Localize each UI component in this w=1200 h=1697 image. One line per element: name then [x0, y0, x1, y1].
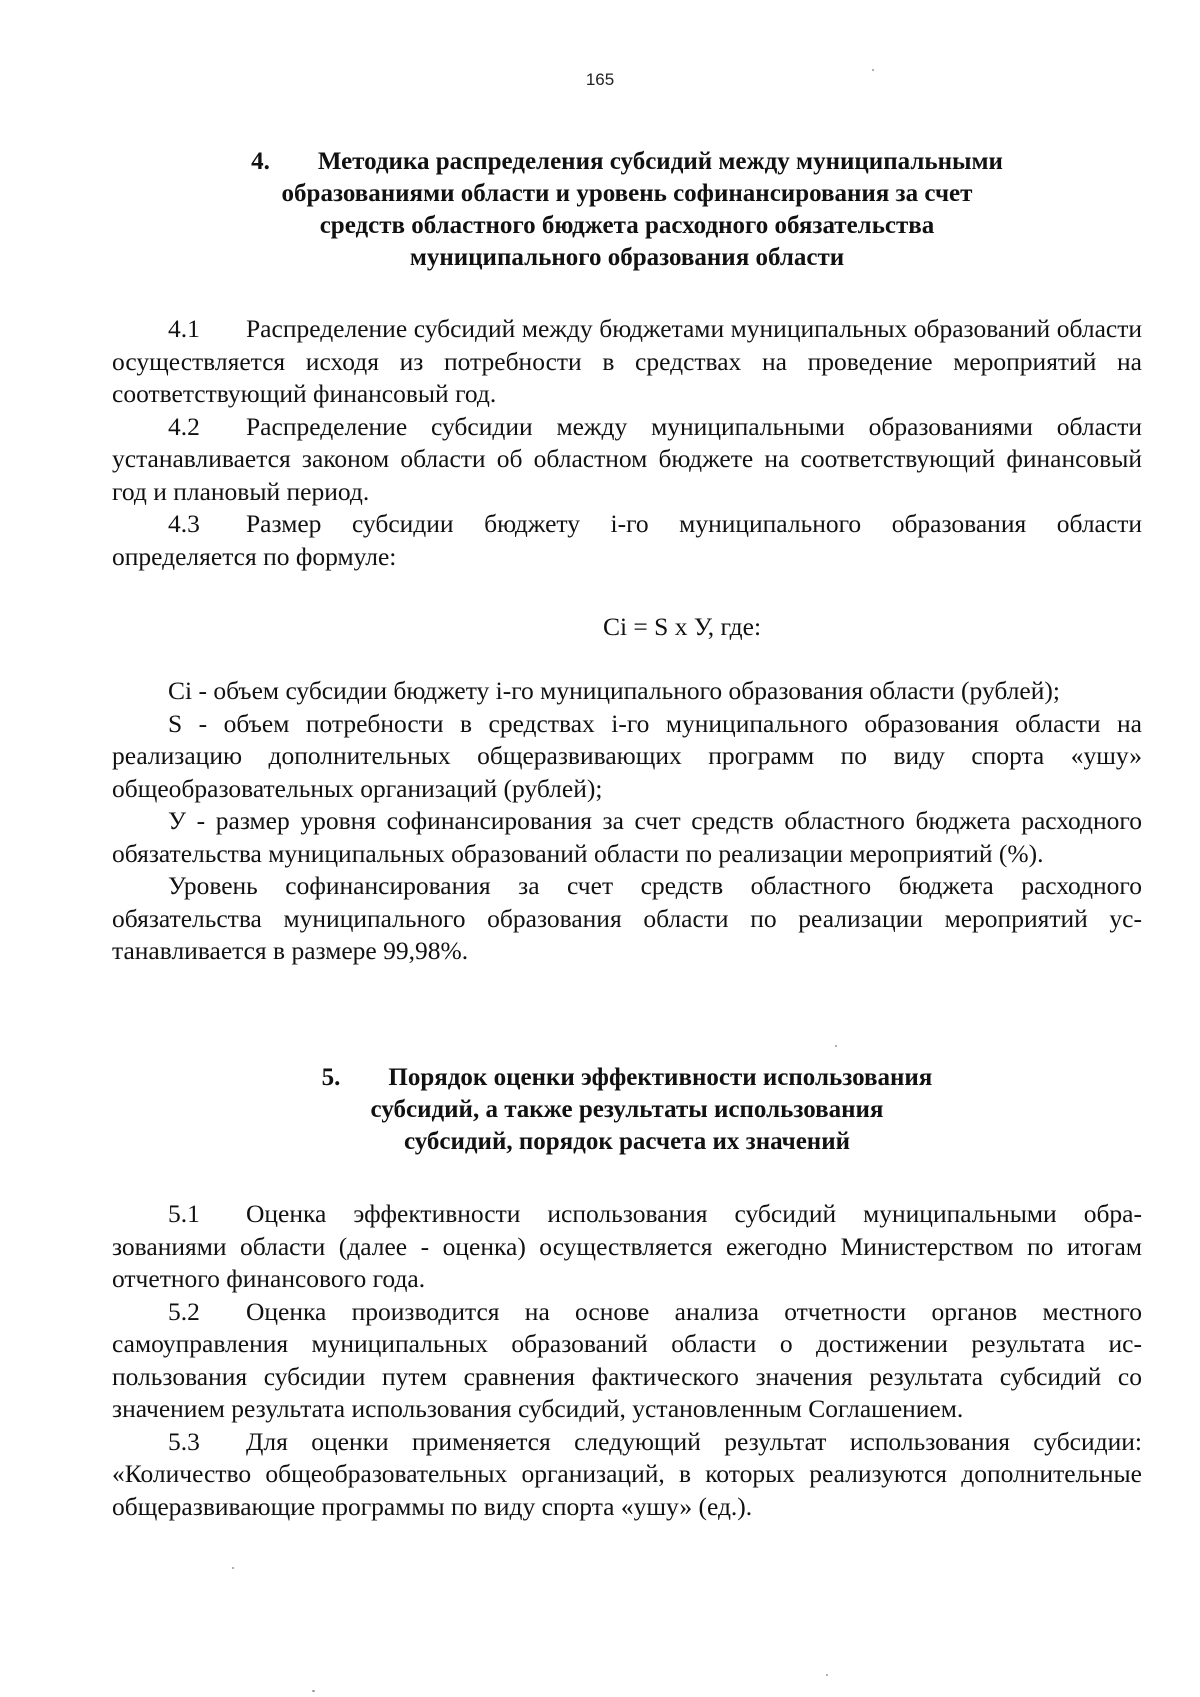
scan-speck [232, 1567, 234, 1569]
paragraph-text: Размер субсидии бюджету i-го муниципального образования области определяется по формуле: [112, 509, 1142, 571]
section-4-title [112, 146, 1142, 274]
paragraph-4-2 [112, 411, 1142, 509]
paragraph-text: Оценка производится на основе анализа отчетности органов местного самоуправления муниципальных образований области о достижении результата использования субсидии путем сравнения фактического значения результата субсидий со значением результата использования субсидий, установленным Соглашением. [112, 1296, 1142, 1423]
paragraph-number: 4.1 [168, 314, 200, 343]
section-5-title [112, 1062, 1142, 1158]
formula-block [112, 611, 1142, 643]
section-4-heading [112, 146, 1142, 274]
paragraph-4-3 [112, 508, 1142, 573]
section-5-title-line-2: субсидий, а также результаты использования [370, 1096, 884, 1123]
paragraph-number: 5.2 [168, 1296, 200, 1326]
section-5-heading [112, 1062, 1142, 1158]
section-5-number: 5. [321, 1064, 341, 1091]
paragraph-number: 4.2 [168, 411, 200, 441]
section-4-number: 4. [251, 148, 270, 175]
paragraph-5-1 [112, 1198, 1142, 1296]
paragraph-number: 4.3 [168, 509, 200, 538]
definition-s: S - объем потребности в средствах i-го муниципального образования области на реализацию дополнительных общеразвивающих программ по виду спорта «ушу» общеобразовательных организаций (рублей); [112, 708, 1142, 803]
section-5-title-line-1: 5. Порядок оценки эффективности использования [112, 1062, 1142, 1094]
paragraph-5-3 [112, 1426, 1142, 1524]
definition-u: У - размер уровня софинансирования за счет средств областного бюджета расходного обязательства муниципальных образований области по реализации мероприятий (%). [112, 806, 1142, 868]
scan-speck [872, 69, 874, 71]
scan-speck [312, 1690, 315, 1692]
definition-ci: Ci - объем субсидии бюджету i-го муниципального образования области (рублей); [168, 676, 1060, 705]
section-4-body [112, 313, 1142, 573]
paragraph-text: Распределение субсидий между бюджетами муниципальных образований области осуществляется исходя из потребности в средствах на проведение мероприятий на соответствующий финансовый год. [112, 314, 1142, 408]
paragraph-number: 5.1 [168, 1199, 200, 1228]
paragraph-number: 5.3 [168, 1426, 200, 1456]
section-4-title-line-3: средств областного бюджета расходного обязательства [319, 212, 935, 239]
paragraph-text: Распределение субсидии между муниципальными образованиями области устанавливается законом области об областном бюджете на соответствующий финансовый год и плановый период. [112, 411, 1142, 506]
page-number: 165 [585, 70, 615, 89]
paragraph-text: Для оценки применяется следующий результат использования субсидии: «Количество общеобразовательных организаций, в которых реализуются дополнительные общеразвивающие программы по виду спорта «ушу» (ед.). [112, 1426, 1142, 1521]
scan-speck [826, 1674, 828, 1676]
section-4-title-line-4: муниципального образования области [409, 244, 845, 271]
section-4-title-line-2: образованиями области и уровень софинансирования за счет [281, 180, 973, 207]
section-4-title-line-1: 4. Методика распределения субсидий между муниципальными [112, 146, 1142, 178]
subsidy-formula: Ci = S x У, где: [602, 612, 762, 641]
paragraph-4-1 [112, 313, 1142, 411]
section-5-title-line-3: субсидий, порядок расчета их значений [403, 1128, 851, 1155]
section-5-body [112, 1198, 1142, 1523]
formula-definitions [112, 675, 1142, 968]
scan-speck [835, 1045, 837, 1047]
paragraph-text: Оценка эффективности использования субсидий муниципальными образованиями области (далее - оценка) осуществляется ежегодно Министерством по итогам отчетного финансового года. [112, 1199, 1142, 1293]
cofinancing-level-paragraph: Уровень софинансирования за счет средств областного бюджета расходного обязательства муниципального образования области по реализации мероприятий устанавливается в размере 99,98%. [112, 871, 1142, 965]
paragraph-5-2 [112, 1296, 1142, 1426]
